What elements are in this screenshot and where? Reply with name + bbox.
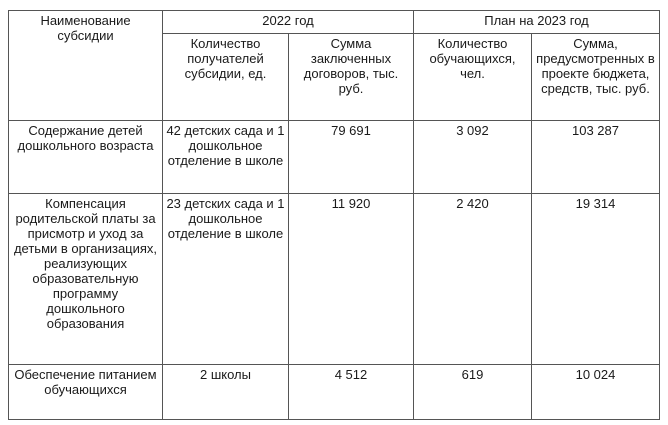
cell-contracts-sum-2022: 4 512 (289, 365, 414, 420)
cell-recipients-2022: 2 школы (163, 365, 289, 420)
cell-contracts-sum-2022: 11 920 (289, 194, 414, 365)
cell-students-2023: 3 092 (414, 121, 532, 194)
cell-budget-sum-2023: 103 287 (532, 121, 660, 194)
header-budget-sum: Сумма, предусмотренных в проекте бюджета, средств, тыс. руб. (532, 34, 660, 121)
table-row (9, 121, 660, 194)
header-contracts-sum: Сумма заключенных договоров, тыс. руб. (289, 34, 414, 121)
cell-recipients-2022: 42 детских сада и 1 дошкольное отделение в школе (163, 121, 289, 194)
cell-subsidy-name: Содержание детей дошкольного возраста (9, 121, 163, 194)
subsidy-table (8, 10, 660, 420)
table-row (9, 365, 660, 420)
cell-contracts-sum-2022: 79 691 (289, 121, 414, 194)
cell-students-2023: 2 420 (414, 194, 532, 365)
cell-budget-sum-2023: 19 314 (532, 194, 660, 365)
cell-subsidy-name: Компенсация родительской платы за присмотр и уход за детьми в организациях, реализующих образовательную программу дошкольного образования (9, 194, 163, 365)
cell-subsidy-name: Обеспечение питанием обучающихся (9, 365, 163, 420)
header-recipients-count: Количество получателей субсидии, ед. (163, 34, 289, 121)
header-group-2022: 2022 год (163, 11, 414, 34)
header-row-groups (9, 11, 660, 34)
cell-recipients-2022: 23 детских сада и 1 дошкольное отделение в школе (163, 194, 289, 365)
header-subsidy-name: Наименование субсидии (9, 11, 163, 121)
header-group-plan-2023: План на 2023 год (414, 11, 660, 34)
table-row (9, 194, 660, 365)
header-students-count: Количество обучающихся, чел. (414, 34, 532, 121)
cell-budget-sum-2023: 10 024 (532, 365, 660, 420)
cell-students-2023: 619 (414, 365, 532, 420)
